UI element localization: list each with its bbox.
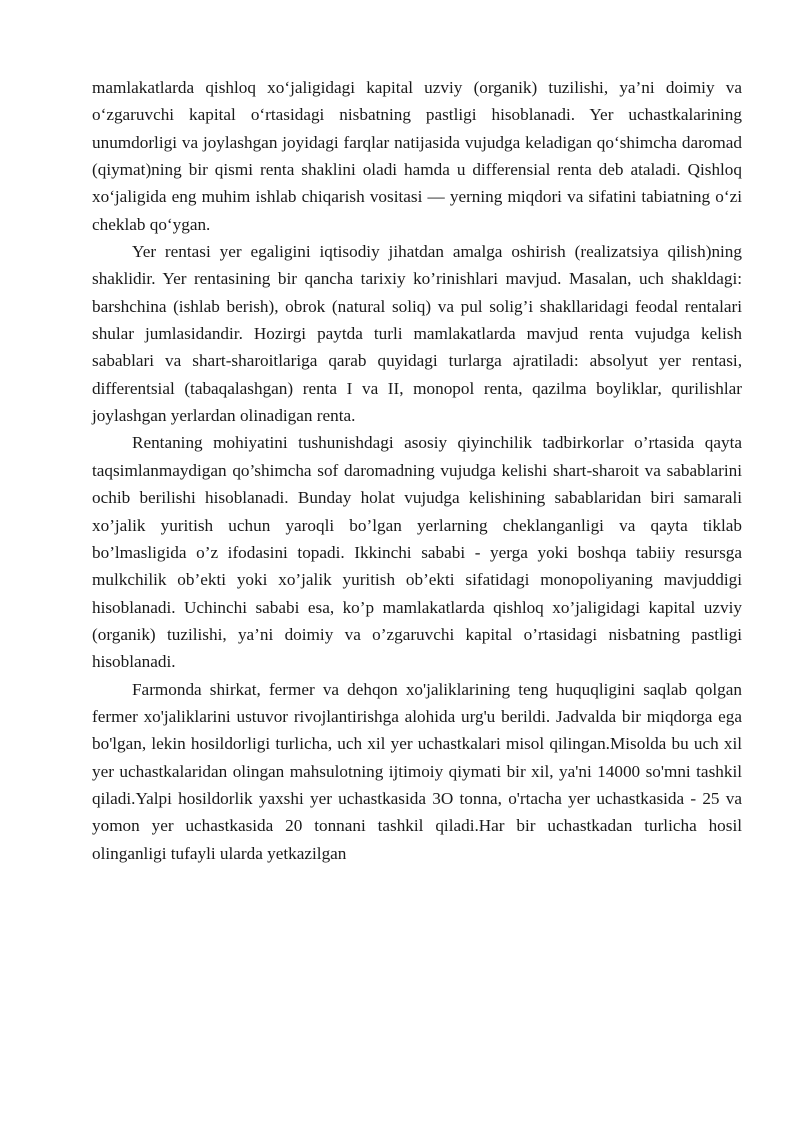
body-text [92,74,742,867]
paragraph-4: Farmonda shirkat, fermer va dehqon xo'jaliklarining teng huquqligini saqlab qolgan fermer xo'jaliklarini ustuvor rivojlantirishga alohida urg'u berildi. Jadvalda bir miqdorga ega bo'lgan, lekin hosildorligi turlicha, uch xil yer uchastkalari misol qilingan.Misolda bu uch xil yer uchastkalaridan olingan mahsulotning ijtimoiy qiymati bir xil, ya'ni 14000 so'mni tashkil qiladi.Yalpi hosildorlik yaxshi yer uchastkasida 3O tonna, o'rtacha yer uchastkasida - 25 va yomon yer uchastkasida 20 tonnani tashkil qiladi.Har bir uchastkadan turlicha hosil olinganligi tufayli ularda yetkazilgan [92,679,742,863]
paragraph-1: mamlakatlarda qishloq xo‘jaligidagi kapital uzviy (organik) tuzilishi, ya’ni doimiy va o‘zgaruvchi kapital o‘rtasidagi nisbatning pastligi hisoblanadi. Yer uchastkalarining unumdorligi va joylashgan joyidagi farqlar natijasida vujudga keladigan qo‘shimcha daromad (qiymat)ning bir qismi renta shaklini oladi hamda u differensial renta deb ataladi. Qishloq xo‘jaligida eng muhim ishlab chiqarish vositasi — yerning miqdori va sifatini tabiatning o‘zi cheklab qo‘ygan. [92,78,742,234]
paragraph-3: Rentaning mohiyatini tushunishdagi asosiy qiyinchilik tadbirkorlar o’rtasida qayta taqsimlanmaydigan qo’shimcha sof daromadning vujudga kelishi shart-sharoit va sabablarini ochib berilishi hisoblanadi. Bunday holat vujudga kelishining sabablaridan biri samarali xo’jalik yuritish uchun yaroqli bo’lgan yerlarning cheklanganligi va qayta tiklab bo’lmasligida o’z ifodasini topadi. Ikkinchi sababi - yerga yoki boshqa tabiiy resursga mulkchilik ob’ekti yoki xo’jalik yuritish ob’ekti sifatidagi monopoliyaning mavjuddigi hisoblanadi. Uchinchi sababi esa, ko’p mamlakatlarda qishloq xo’jaligidagi kapital uzviy (organik) tuzilishi, ya’ni doimiy va o’zgaruvchi kapital o’rtasidagi nisbatning pastligi hisoblanadi. [92,433,742,672]
paragraph-2: Yer rentasi yer egaligini iqtisodiy jihatdan amalga oshirish (realizatsiya qilish)ning shaklidir. Yer rentasining bir qancha tarixiy ko’rinishlari mavjud. Masalan, uch shakldagi: barshchina (ishlab berish), obrok (natural soliq) va pul solig’i shakllaridagi feodal rentalari shular jumlasidandir. Hozirgi paytda turli mamlakatlarda mavjud renta vujudga kelish sabablari va shart-sharoitlariga qarab quyidagi turlarga ajratiladi: absolyut yer rentasi, differentsial (tabaqalashgan) renta I va II, monopol renta, qazilma boyliklar, qurilishlar joylashgan yerlardan olinadigan renta. [92,242,742,426]
